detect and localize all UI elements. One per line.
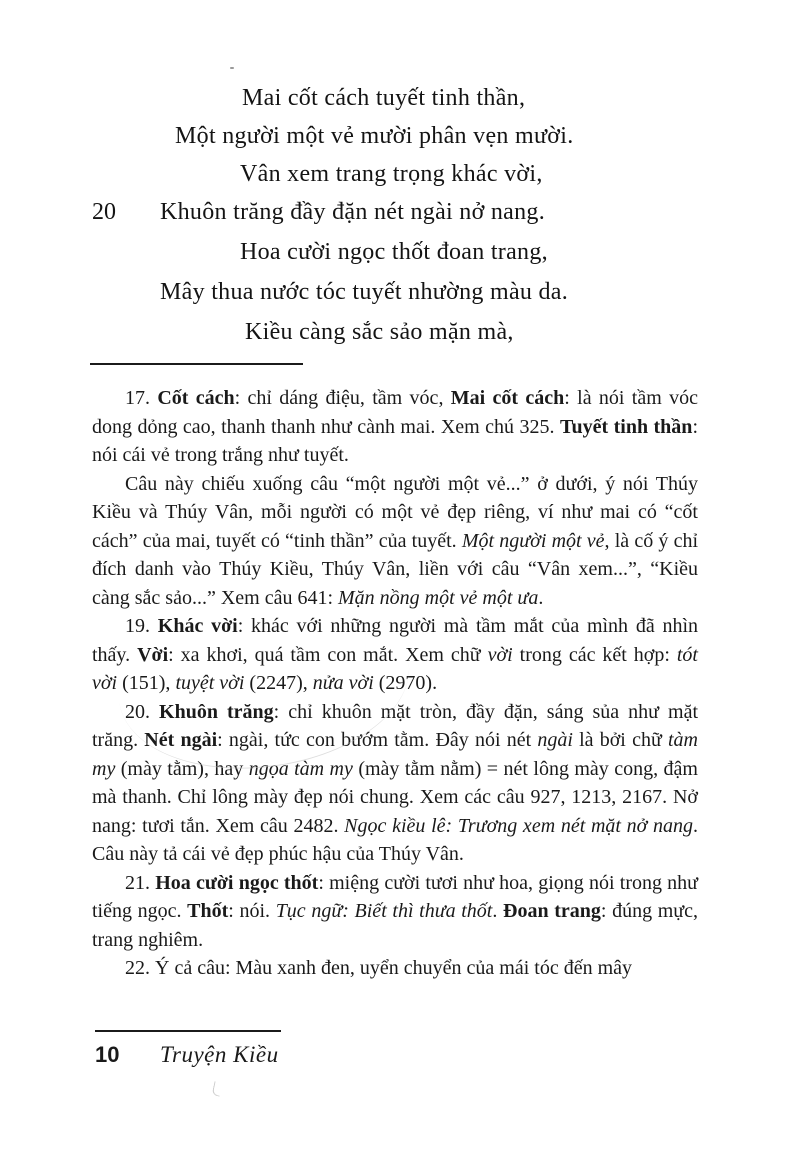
scan-speck xyxy=(230,67,234,69)
verse-line: Hoa cười ngọc thốt đoan trang, xyxy=(240,239,548,265)
footnote-paragraph: 17. Cốt cách: chỉ dáng điệu, tầm vóc, Mai cốt cách: là nói tầm vóc dong dỏng cao, thanh thanh như cành mai. Xem chú 325. Tuyết tinh thần: nói cái vẻ trong trắng như tuyết. xyxy=(92,387,698,466)
verse-line: Mai cốt cách tuyết tinh thần, xyxy=(242,85,526,111)
running-title: Truyện Kiều xyxy=(160,1042,279,1067)
footnote-paragraph: 20. Khuôn trăng: chỉ khuôn mặt tròn, đầy đặn, sáng sủa như mặt trăng. Nét ngài: ngài, tức con bướm tằm. Đây nói nét ngài là bởi chữ tàm my (mày tằm), hay ngọa tàm my (mày tằm nằm) = nét lông mày cong, đậm mà thanh. Chỉ lông mày đẹp nói chung. Xem các câu 927, 1213, 2167. Nở nang: tươi tắn. Xem câu 2482. Ngọc kiều lê: Trương xem nét mặt nở nang. Câu này tả cái vẻ đẹp phúc hậu của Thúy Vân. xyxy=(92,700,699,865)
verse-line: Mây thua nước tóc tuyết nhường màu da. xyxy=(160,279,569,305)
footnote-separator-rule xyxy=(90,363,303,365)
footnotes-section xyxy=(92,384,698,983)
footer-rule xyxy=(95,1030,281,1032)
verse-line: Kiều càng sắc sảo mặn mà, xyxy=(245,319,514,345)
page-number: 10 xyxy=(95,1042,120,1067)
verse-line: Một người một vẻ mười phân vẹn mười. xyxy=(175,123,574,149)
scan-speck xyxy=(212,1081,223,1096)
verse-line: Khuôn trăng đầy đặn nét ngài nở nang. xyxy=(160,199,546,225)
verse-line-number: 20 xyxy=(92,199,116,225)
footnote-paragraph: Câu này chiếu xuống câu “một người một vẻ...” ở dưới, ý nói Thúy Kiều và Thúy Vân, mỗi người có một vẻ đẹp riêng, ví như mai có “cốt cách” của mai, tuyết có “tinh thần” của tuyết. Một người một vẻ, là cố ý chỉ đích danh vào Thúy Kiều, Thúy Vân, liền với câu “Vân xem...”, “Kiều càng sắc sảo...” Xem câu 641: Mặn nồng một vẻ một ưa. xyxy=(92,472,699,609)
footnote-paragraph: 22. Ý cả câu: Màu xanh đen, uyển chuyển của mái tóc đến mây xyxy=(125,957,633,979)
footnote-paragraph: 19. Khác vời: khác với những người mà tầm mắt của mình đã nhìn thấy. Vời: xa khơi, quá tầm con mắt. Xem chữ vời trong các kết hợp: tót vời (151), tuyệt vời (2247), nửa vời (2970). xyxy=(92,615,699,694)
footnote-paragraph: 21. Hoa cười ngọc thốt: miệng cười tươi như hoa, giọng nói trong như tiếng ngọc. Thốt: nói. Tục ngữ: Biết thì thưa thốt. Đoan trang: đúng mực, trang nghiêm. xyxy=(92,871,699,951)
verse-line: Vân xem trang trọng khác vời, xyxy=(240,161,543,187)
